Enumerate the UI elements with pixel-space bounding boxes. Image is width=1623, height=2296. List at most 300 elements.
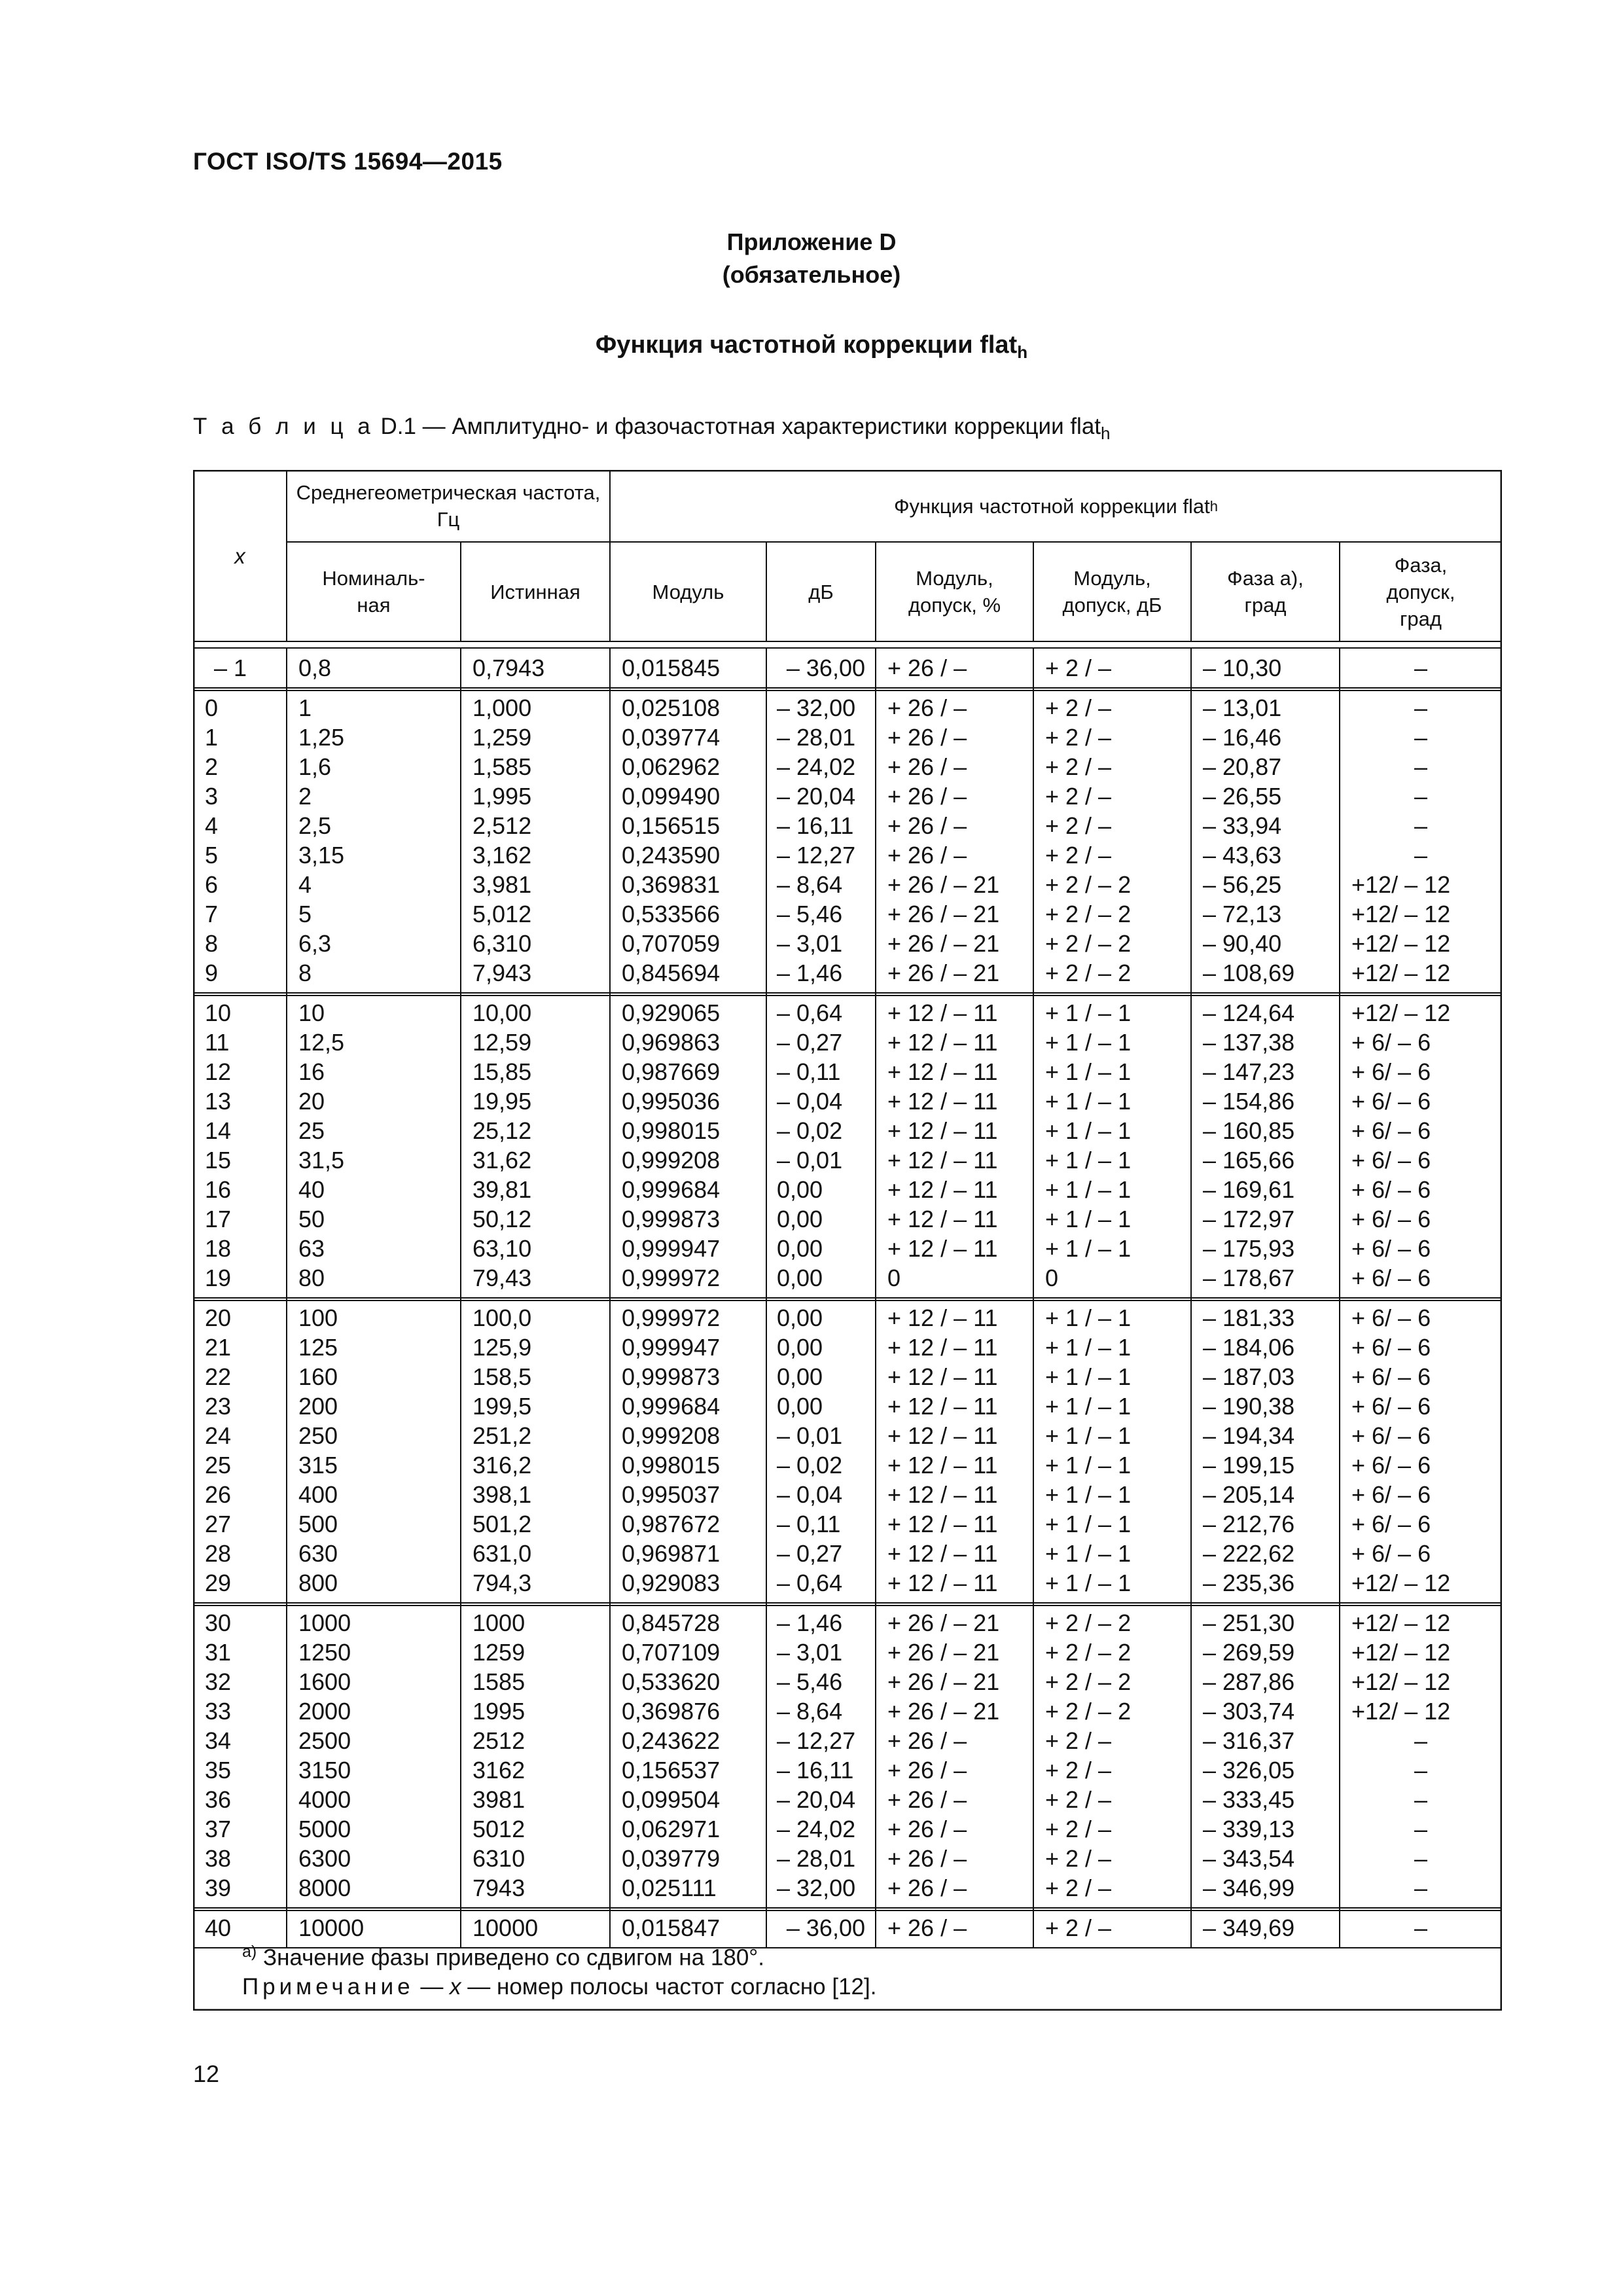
cell-true: 10000 — [473, 1914, 539, 1941]
cell-nominal: 16 — [298, 1058, 325, 1085]
cell-mod-tol-db: + 2 / – — [1045, 1816, 1112, 1842]
col-group-function-text: Функция частотной коррекции flat — [893, 494, 1210, 518]
cell-phase: – 160,85 — [1203, 1117, 1295, 1144]
cell-true: 1,259 — [473, 724, 532, 751]
cell-modulus: 0,999208 — [622, 1147, 721, 1174]
cell-phase: – 154,86 — [1203, 1088, 1295, 1115]
cell-true: 12,59 — [473, 1029, 532, 1056]
cell-mod-tol-pct: + 26 / – — [887, 655, 967, 681]
cell-db: – 24,02 — [777, 753, 856, 780]
note-variable: x — [450, 1974, 461, 2000]
cell-phase: – 251,30 — [1203, 1609, 1295, 1636]
note-dash: — — [414, 1974, 450, 2000]
cell-mod-tol-pct: + 26 / – — [887, 1845, 967, 1872]
cell-mod-tol-pct: + 26 / – — [887, 753, 967, 780]
cell-x: 11 — [205, 1029, 230, 1056]
cell-phase: – 346,99 — [1203, 1874, 1295, 1901]
appendix-status: (обязательное) — [722, 261, 901, 288]
cell-x: 21 — [205, 1334, 232, 1361]
cell-phase-tol: +12/ – 12 — [1351, 960, 1451, 986]
cell-true: 10,00 — [473, 999, 532, 1026]
cell-phase-tol: – — [1414, 1914, 1428, 1941]
cell-mod-tol-db: + 2 / – — [1045, 694, 1112, 721]
cell-phase: – 124,64 — [1203, 999, 1295, 1026]
cell-modulus: 0,099490 — [622, 783, 721, 810]
title-text: Функция частотной коррекции flat — [595, 331, 1018, 359]
cell-modulus: 0,369876 — [622, 1698, 721, 1725]
cell-mod-tol-pct: + 12 / – 11 — [887, 1393, 998, 1420]
cell-nominal: 5 — [298, 901, 312, 927]
cell-mod-tol-db: + 1 / – 1 — [1045, 1088, 1132, 1115]
cell-x: 3 — [205, 783, 219, 810]
cell-modulus: 0,929083 — [622, 1570, 721, 1596]
cell-true: 158,5 — [473, 1363, 532, 1390]
cell-modulus: 0,987669 — [622, 1058, 721, 1085]
cell-mod-tol-pct: + 26 / – 21 — [887, 1609, 1000, 1636]
cell-phase: – 72,13 — [1203, 901, 1282, 927]
cell-mod-tol-db: + 2 / – — [1045, 753, 1112, 780]
cell-modulus: 0,707059 — [622, 930, 721, 957]
note-text: — номер полосы частот согласно [12]. — [461, 1974, 877, 2000]
cell-db: – 0,27 — [777, 1540, 843, 1567]
cell-phase: – 222,62 — [1203, 1540, 1295, 1567]
cell-db: – 32,00 — [777, 694, 856, 721]
cell-mod-tol-db: + 2 / – 2 — [1045, 1668, 1132, 1695]
cell-phase: – 343,54 — [1203, 1845, 1295, 1872]
cell-modulus: 0,998015 — [622, 1117, 721, 1144]
cell-nominal: 200 — [298, 1393, 338, 1420]
cell-phase: – 287,86 — [1203, 1668, 1295, 1695]
cell-phase: – 190,38 — [1203, 1393, 1295, 1420]
cell-true: 2,512 — [473, 812, 532, 839]
cell-phase-tol: – — [1414, 1786, 1428, 1813]
cell-mod-tol-db: + 2 / – — [1045, 1727, 1112, 1754]
cell-phase: – 184,06 — [1203, 1334, 1295, 1361]
cell-phase-tol: – — [1414, 1727, 1428, 1754]
cell-mod-tol-pct: + 26 / – — [887, 1874, 967, 1901]
cell-db: – 32,00 — [777, 1874, 856, 1901]
cell-db: – 0,02 — [777, 1452, 843, 1479]
cell-true: 631,0 — [473, 1540, 532, 1567]
cell-true: 199,5 — [473, 1393, 532, 1420]
cell-phase-tol: +12/ – 12 — [1351, 1609, 1451, 1636]
cell-db: – 5,46 — [777, 1668, 843, 1695]
cell-phase: – 20,87 — [1203, 753, 1282, 780]
cell-mod-tol-pct: + 26 / – 21 — [887, 871, 1000, 898]
cell-db: – 0,11 — [777, 1511, 841, 1537]
table-caption — [193, 414, 1111, 444]
cell-mod-tol-db: + 1 / – 1 — [1045, 1511, 1132, 1537]
cell-phase: – 16,46 — [1203, 724, 1282, 751]
cell-nominal: 1000 — [298, 1609, 351, 1636]
cell-nominal: 12,5 — [298, 1029, 345, 1056]
col-header-true: Истинная — [490, 580, 580, 603]
cell-mod-tol-db: + 2 / – — [1045, 842, 1112, 869]
cell-nominal: 500 — [298, 1511, 338, 1537]
cell-nominal: 1,6 — [298, 753, 332, 780]
cell-phase: – 175,93 — [1203, 1235, 1295, 1262]
cell-db: – 8,64 — [777, 871, 843, 898]
cell-x: 23 — [205, 1393, 232, 1420]
cell-x: – 1 — [214, 655, 247, 681]
cell-db: – 28,01 — [777, 724, 856, 751]
cell-modulus: 0,995037 — [622, 1481, 721, 1508]
cell-mod-tol-db: 0 — [1045, 1265, 1059, 1291]
cell-modulus: 0,156537 — [622, 1757, 721, 1784]
cell-mod-tol-pct: + 12 / – 11 — [887, 1570, 998, 1596]
cell-true: 1585 — [473, 1668, 526, 1695]
cell-mod-tol-pct: + 26 / – — [887, 1786, 967, 1813]
cell-true: 1,000 — [473, 694, 532, 721]
cell-mod-tol-db: + 1 / – 1 — [1045, 1147, 1132, 1174]
document-title — [0, 331, 1623, 363]
cell-x: 13 — [205, 1088, 232, 1115]
cell-phase-tol: +12/ – 12 — [1351, 930, 1451, 957]
cell-phase: – 172,97 — [1203, 1206, 1295, 1232]
cell-x: 14 — [205, 1117, 232, 1144]
cell-mod-tol-db: + 2 / – 2 — [1045, 1609, 1132, 1636]
cell-phase: – 165,66 — [1203, 1147, 1295, 1174]
cell-db: – 36,00 — [786, 655, 865, 681]
cell-phase-tol: – — [1414, 724, 1428, 751]
cell-phase-tol: + 6/ – 6 — [1351, 1058, 1431, 1085]
cell-nominal: 50 — [298, 1206, 325, 1232]
cell-x: 18 — [205, 1235, 232, 1262]
cell-mod-tol-pct: + 12 / – 11 — [887, 1481, 998, 1508]
cell-phase-tol: + 6/ – 6 — [1351, 1511, 1431, 1537]
cell-modulus: 0,999873 — [622, 1363, 721, 1390]
cell-modulus: 0,062962 — [622, 753, 721, 780]
cell-mod-tol-pct: + 12 / – 11 — [887, 1511, 998, 1537]
appendix-heading — [0, 226, 1623, 291]
cell-db: – 0,64 — [777, 999, 843, 1026]
cell-db: – 3,01 — [777, 1639, 843, 1666]
cell-db: – 24,02 — [777, 1816, 856, 1842]
page-number: 12 — [193, 2060, 220, 2087]
cell-db: – 1,46 — [777, 1609, 843, 1636]
cell-mod-tol-pct: + 26 / – — [887, 812, 967, 839]
cell-x: 33 — [205, 1698, 232, 1725]
cell-phase-tol: + 6/ – 6 — [1351, 1117, 1431, 1144]
cell-nominal: 100 — [298, 1304, 338, 1331]
cell-true: 5,012 — [473, 901, 532, 927]
cell-phase-tol: + 6/ – 6 — [1351, 1422, 1431, 1449]
cell-mod-tol-pct: + 12 / – 11 — [887, 1304, 998, 1331]
cell-true: 501,2 — [473, 1511, 532, 1537]
cell-nominal: 6,3 — [298, 930, 332, 957]
cell-phase: – 43,63 — [1203, 842, 1282, 869]
cell-mod-tol-db: + 1 / – 1 — [1045, 1334, 1132, 1361]
cell-phase-tol: + 6/ – 6 — [1351, 1334, 1431, 1361]
cell-x: 4 — [205, 812, 219, 839]
cell-modulus: 0,707109 — [622, 1639, 721, 1666]
cell-db: – 0,11 — [777, 1058, 841, 1085]
cell-mod-tol-pct: + 26 / – 21 — [887, 930, 1000, 957]
cell-modulus: 0,243590 — [622, 842, 721, 869]
cell-true: 316,2 — [473, 1452, 532, 1479]
cell-db: – 36,00 — [786, 1914, 865, 1941]
cell-x: 34 — [205, 1727, 232, 1754]
cell-true: 79,43 — [473, 1265, 532, 1291]
cell-mod-tol-pct: + 12 / – 11 — [887, 1088, 998, 1115]
cell-mod-tol-pct: + 26 / – 21 — [887, 960, 1000, 986]
caption-label: Т а б л и ц а — [193, 414, 374, 439]
cell-mod-tol-pct: + 26 / – — [887, 694, 967, 721]
cell-db: 0,00 — [777, 1334, 823, 1361]
cell-modulus: 0,995036 — [622, 1088, 721, 1115]
cell-modulus: 0,025111 — [622, 1874, 717, 1901]
cell-x: 5 — [205, 842, 219, 869]
cell-phase-tol: + 6/ – 6 — [1351, 1304, 1431, 1331]
cell-mod-tol-db: + 2 / – 2 — [1045, 1698, 1132, 1725]
cell-nominal: 125 — [298, 1334, 338, 1361]
col-header-nominal: Номиналь-ная — [322, 567, 425, 617]
col-header-mod-tol-db: Модуль, допуск, дБ — [1062, 567, 1162, 617]
cell-modulus: 0,999947 — [622, 1235, 721, 1262]
cell-modulus: 0,929065 — [622, 999, 721, 1026]
cell-x: 26 — [205, 1481, 232, 1508]
cell-phase-tol: – — [1414, 1874, 1428, 1901]
cell-x: 40 — [205, 1914, 232, 1941]
cell-mod-tol-pct: + 12 / – 11 — [887, 1334, 998, 1361]
cell-mod-tol-db: + 2 / – — [1045, 1786, 1112, 1813]
cell-phase: – 147,23 — [1203, 1058, 1295, 1085]
cell-modulus: 0,039779 — [622, 1845, 721, 1872]
cell-modulus: 0,999208 — [622, 1422, 721, 1449]
cell-phase-tol: – — [1414, 655, 1428, 681]
cell-mod-tol-db: + 1 / – 1 — [1045, 1176, 1132, 1203]
cell-x: 22 — [205, 1363, 232, 1390]
cell-nominal: 2 — [298, 783, 312, 810]
cell-db: – 0,02 — [777, 1117, 843, 1144]
cell-phase: – 326,05 — [1203, 1757, 1295, 1784]
cell-true: 1259 — [473, 1639, 526, 1666]
cell-phase-tol: – — [1414, 1757, 1428, 1784]
col-header-x: x — [234, 543, 245, 568]
cell-db: – 12,27 — [777, 1727, 856, 1754]
cell-modulus: 0,533620 — [622, 1668, 721, 1695]
cell-phase: – 108,69 — [1203, 960, 1295, 986]
cell-x: 9 — [205, 960, 219, 986]
cell-phase: – 194,34 — [1203, 1422, 1295, 1449]
cell-modulus: 0,845728 — [622, 1609, 721, 1636]
cell-x: 19 — [205, 1265, 232, 1291]
cell-mod-tol-pct: 0 — [887, 1265, 901, 1291]
cell-true: 1000 — [473, 1609, 526, 1636]
cell-db: – 0,64 — [777, 1570, 843, 1596]
caption-subscript: h — [1101, 423, 1111, 443]
cell-nominal: 2000 — [298, 1698, 351, 1725]
cell-x: 12 — [205, 1058, 232, 1085]
frequency-table — [193, 470, 1502, 2011]
cell-x: 10 — [205, 999, 232, 1026]
cell-nominal: 63 — [298, 1235, 325, 1262]
cell-phase-tol: – — [1414, 783, 1428, 810]
cell-mod-tol-db: + 1 / – 1 — [1045, 1304, 1132, 1331]
cell-mod-tol-db: + 2 / – — [1045, 724, 1112, 751]
cell-modulus: 0,999873 — [622, 1206, 721, 1232]
cell-db: – 0,01 — [777, 1147, 843, 1174]
cell-phase-tol: +12/ – 12 — [1351, 999, 1451, 1026]
cell-modulus: 0,999972 — [622, 1265, 721, 1291]
cell-mod-tol-db: + 1 / – 1 — [1045, 1481, 1132, 1508]
cell-x: 15 — [205, 1147, 232, 1174]
cell-phase: – 212,76 — [1203, 1511, 1295, 1537]
cell-phase: – 187,03 — [1203, 1363, 1295, 1390]
cell-x: 2 — [205, 753, 219, 780]
cell-true: 15,85 — [473, 1058, 532, 1085]
cell-x: 16 — [205, 1176, 232, 1203]
cell-modulus: 0,062971 — [622, 1816, 721, 1842]
cell-phase: – 181,33 — [1203, 1304, 1295, 1331]
cell-db: 0,00 — [777, 1363, 823, 1390]
cell-x: 25 — [205, 1452, 232, 1479]
title-subscript: h — [1017, 342, 1028, 362]
cell-x: 37 — [205, 1816, 232, 1842]
cell-true: 398,1 — [473, 1481, 532, 1508]
cell-mod-tol-pct: + 12 / – 11 — [887, 1540, 998, 1567]
cell-mod-tol-db: + 2 / – 2 — [1045, 930, 1132, 957]
cell-nominal: 400 — [298, 1481, 338, 1508]
cell-modulus: 0,533566 — [622, 901, 721, 927]
cell-db: 0,00 — [777, 1265, 823, 1291]
cell-phase-tol: – — [1414, 1845, 1428, 1872]
cell-x: 28 — [205, 1540, 232, 1567]
cell-modulus: 0,969871 — [622, 1540, 721, 1567]
cell-x: 30 — [205, 1609, 232, 1636]
cell-true: 50,12 — [473, 1206, 532, 1232]
cell-nominal: 31,5 — [298, 1147, 345, 1174]
cell-mod-tol-db: + 1 / – 1 — [1045, 1235, 1132, 1262]
cell-true: 3,162 — [473, 842, 532, 869]
cell-phase-tol: + 6/ – 6 — [1351, 1235, 1431, 1262]
cell-true: 125,9 — [473, 1334, 532, 1361]
cell-true: 31,62 — [473, 1147, 532, 1174]
cell-nominal: 5000 — [298, 1816, 351, 1842]
cell-x: 1 — [205, 724, 219, 751]
cell-nominal: 3150 — [298, 1757, 351, 1784]
cell-nominal: 1600 — [298, 1668, 351, 1695]
cell-nominal: 250 — [298, 1422, 338, 1449]
cell-db: – 20,04 — [777, 1786, 856, 1813]
cell-mod-tol-pct: + 26 / – — [887, 1727, 967, 1754]
cell-modulus: 0,845694 — [622, 960, 721, 986]
cell-phase: – 13,01 — [1203, 694, 1282, 721]
caption-text: D.1 — Амплитудно- и фазочастотная характеристики коррекции flat — [374, 414, 1101, 439]
cell-phase-tol: – — [1414, 812, 1428, 839]
cell-phase: – 269,59 — [1203, 1639, 1295, 1666]
cell-modulus: 0,369831 — [622, 871, 721, 898]
cell-true: 794,3 — [473, 1570, 532, 1596]
cell-mod-tol-db: + 2 / – 2 — [1045, 871, 1132, 898]
cell-phase-tol: + 6/ – 6 — [1351, 1029, 1431, 1056]
cell-mod-tol-pct: + 12 / – 11 — [887, 1206, 998, 1232]
cell-nominal: 80 — [298, 1265, 325, 1291]
cell-phase: – 205,14 — [1203, 1481, 1295, 1508]
cell-nominal: 8000 — [298, 1874, 351, 1901]
cell-phase: – 90,40 — [1203, 930, 1282, 957]
cell-phase: – 26,55 — [1203, 783, 1282, 810]
col-header-mod-tol-pct: Модуль, допуск, % — [908, 567, 1001, 617]
cell-mod-tol-pct: + 12 / – 11 — [887, 1363, 998, 1390]
cell-nominal: 160 — [298, 1363, 338, 1390]
cell-mod-tol-pct: + 12 / – 11 — [887, 1147, 998, 1174]
cell-true: 19,95 — [473, 1088, 532, 1115]
cell-nominal: 2,5 — [298, 812, 332, 839]
cell-nominal: 1 — [298, 694, 312, 721]
cell-x: 36 — [205, 1786, 232, 1813]
cell-phase-tol: +12/ – 12 — [1351, 1570, 1451, 1596]
cell-mod-tol-pct: + 12 / – 11 — [887, 1117, 998, 1144]
cell-phase-tol: + 6/ – 6 — [1351, 1393, 1431, 1420]
cell-phase: – 178,67 — [1203, 1265, 1295, 1291]
cell-nominal: 20 — [298, 1088, 325, 1115]
col-group-function-sub: h — [1209, 497, 1219, 514]
cell-mod-tol-pct: + 26 / – — [887, 724, 967, 751]
cell-phase-tol: +12/ – 12 — [1351, 871, 1451, 898]
note-label: Примечание — [242, 1974, 414, 2000]
cell-modulus: 0,998015 — [622, 1452, 721, 1479]
cell-mod-tol-db: + 1 / – 1 — [1045, 1206, 1132, 1232]
cell-nominal: 3,15 — [298, 842, 345, 869]
cell-mod-tol-db: + 2 / – — [1045, 655, 1112, 681]
appendix-label: Приложение D — [726, 228, 897, 255]
cell-x: 31 — [205, 1639, 232, 1666]
cell-db: 0,00 — [777, 1304, 823, 1331]
cell-mod-tol-db: + 2 / – — [1045, 1757, 1112, 1784]
cell-phase-tol: + 6/ – 6 — [1351, 1265, 1431, 1291]
cell-mod-tol-pct: + 12 / – 11 — [887, 1176, 998, 1203]
cell-mod-tol-db: + 1 / – 1 — [1045, 1540, 1132, 1567]
cell-true: 1,585 — [473, 753, 532, 780]
cell-phase-tol: – — [1414, 1816, 1428, 1842]
cell-x: 39 — [205, 1874, 232, 1901]
cell-mod-tol-db: + 1 / – 1 — [1045, 1029, 1132, 1056]
cell-mod-tol-db: + 1 / – 1 — [1045, 1570, 1132, 1596]
cell-true: 251,2 — [473, 1422, 532, 1449]
cell-modulus: 0,156515 — [622, 812, 721, 839]
cell-mod-tol-pct: + 12 / – 11 — [887, 1452, 998, 1479]
cell-x: 24 — [205, 1422, 232, 1449]
cell-phase-tol: – — [1414, 753, 1428, 780]
cell-true: 6,310 — [473, 930, 532, 957]
cell-modulus: 0,999684 — [622, 1176, 721, 1203]
cell-mod-tol-pct: + 12 / – 11 — [887, 1235, 998, 1262]
cell-modulus: 0,999684 — [622, 1393, 721, 1420]
cell-modulus: 0,025108 — [622, 694, 721, 721]
cell-mod-tol-pct: + 26 / – — [887, 842, 967, 869]
cell-phase-tol: + 6/ – 6 — [1351, 1206, 1431, 1232]
cell-db: – 1,46 — [777, 960, 843, 986]
cell-x: 0 — [205, 694, 219, 721]
col-header-phase: Фаза а), град — [1227, 567, 1304, 617]
cell-mod-tol-db: + 2 / – 2 — [1045, 960, 1132, 986]
cell-true: 2512 — [473, 1727, 526, 1754]
cell-db: – 12,27 — [777, 842, 856, 869]
cell-x: 38 — [205, 1845, 232, 1872]
cell-db: – 8,64 — [777, 1698, 843, 1725]
cell-modulus: 0,099504 — [622, 1786, 721, 1813]
cell-nominal: 2500 — [298, 1727, 351, 1754]
cell-db: – 28,01 — [777, 1845, 856, 1872]
cell-phase: – 235,36 — [1203, 1570, 1295, 1596]
cell-nominal: 800 — [298, 1570, 338, 1596]
cell-x: 17 — [205, 1206, 232, 1232]
cell-mod-tol-pct: + 26 / – 21 — [887, 1668, 1000, 1695]
cell-mod-tol-db: + 2 / – 2 — [1045, 1639, 1132, 1666]
cell-true: 3981 — [473, 1786, 526, 1813]
cell-modulus: 0,999947 — [622, 1334, 721, 1361]
